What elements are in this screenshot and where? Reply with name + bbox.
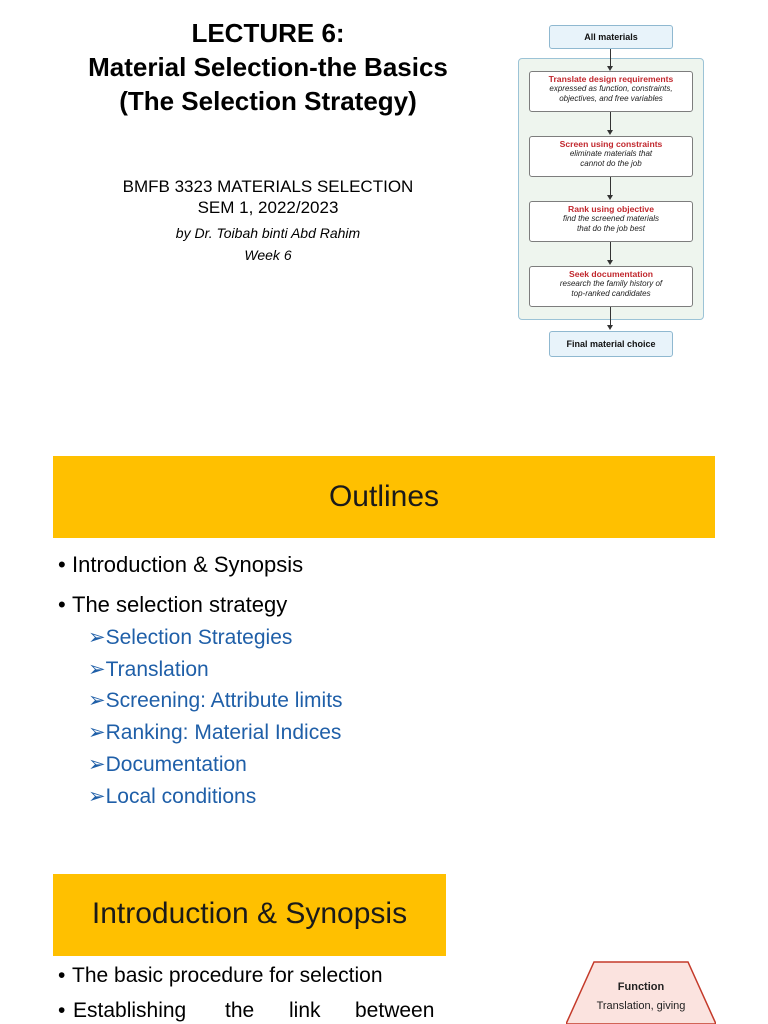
intro-banner [53, 874, 446, 956]
outline-sub-item [88, 657, 209, 683]
flow-arrow-head [607, 260, 613, 265]
flow-arrow [610, 307, 611, 325]
intro-bullet [58, 963, 383, 989]
flow-step-rank [529, 201, 693, 242]
flow-step-screen [529, 136, 693, 177]
step-title: Screen using constraints [559, 139, 663, 149]
intro-heading: Introduction & Synopsis [91, 897, 408, 930]
flow-end-label: Final material choice [566, 339, 656, 349]
function-shape [566, 962, 716, 1024]
lecture-label: LECTURE 6: [191, 18, 345, 48]
step-title: Translate design requirements [548, 74, 674, 84]
sub-item-text: Screening: Attribute limits [105, 689, 343, 712]
sub-item-text: Ranking: Material Indices [105, 721, 342, 744]
flow-arrow [610, 177, 611, 195]
outline-sub-item [88, 688, 343, 714]
step-desc: find the screened materials [562, 214, 660, 223]
sub-item-text: Translation [105, 658, 209, 681]
function-text: Translation, giving [596, 1000, 686, 1012]
justified-word: between [355, 999, 435, 1022]
arrow-bullet-icon: ➢ [88, 721, 106, 744]
bullet-dot: • [58, 999, 66, 1022]
arrow-bullet-icon: ➢ [88, 658, 106, 681]
bullet-dot: • [58, 964, 66, 987]
step-desc: expressed as function, constraints, [549, 84, 673, 93]
arrow-bullet-icon: ➢ [88, 753, 106, 776]
bullet-dot: • [58, 592, 66, 617]
outline-bullet [58, 591, 287, 619]
semester: SEM 1, 2022/2023 [197, 198, 339, 217]
flow-end-box [549, 331, 673, 357]
outline-sub-item [88, 752, 247, 778]
intro-bullet [58, 998, 448, 1024]
flow-arrow [610, 112, 611, 130]
step-desc: objectives, and free variables [559, 94, 663, 103]
step-title: Rank using objective [568, 204, 654, 214]
lecture-title: Material Selection-the Basics [88, 52, 448, 82]
outline-sub-item [88, 720, 341, 746]
flow-step-document [529, 266, 693, 307]
arrow-bullet-icon: ➢ [88, 626, 106, 649]
justified-word: the [225, 999, 255, 1022]
sub-item-text: Documentation [105, 753, 247, 776]
week-label: Week 6 [244, 247, 292, 263]
flow-arrow-head [607, 195, 613, 200]
outlines-banner [53, 456, 715, 538]
sub-item-text: Local conditions [105, 785, 257, 808]
step-desc: top-ranked candidates [571, 289, 651, 298]
outline-sub-item [88, 784, 256, 810]
step-desc: research the family history of [559, 279, 663, 288]
justified-word: Establishing [73, 999, 187, 1022]
step-title: Seek documentation [568, 269, 654, 279]
arrow-bullet-icon: ➢ [88, 785, 106, 808]
flow-arrow [610, 49, 611, 66]
flow-arrow-head [607, 325, 613, 330]
step-desc: cannot do the job [580, 159, 642, 168]
step-desc: that do the job best [576, 224, 646, 233]
intro-bullet-text: The basic procedure for selection [72, 964, 383, 987]
sub-item-text: Selection Strategies [105, 626, 293, 649]
flow-arrow [610, 242, 611, 260]
function-title: Function [617, 981, 665, 993]
lecture-subtitle: (The Selection Strategy) [119, 86, 417, 116]
outline-bullet-text: Introduction & Synopsis [72, 552, 304, 577]
author: by Dr. Toibah binti Abd Rahim [175, 225, 361, 241]
justified-word: link [289, 999, 321, 1022]
course-code: BMFB 3323 MATERIALS SELECTION [122, 177, 414, 196]
bullet-dot: • [58, 552, 66, 577]
outlines-heading: Outlines [328, 480, 440, 513]
flow-start-label: All materials [584, 32, 638, 42]
outline-bullet [58, 551, 303, 579]
step-desc: eliminate materials that [569, 149, 653, 158]
flow-step-translate [529, 71, 693, 112]
outline-bullet-text: The selection strategy [72, 592, 288, 617]
flow-arrow-head [607, 130, 613, 135]
outline-sub-item [88, 625, 292, 651]
arrow-bullet-icon: ➢ [88, 689, 106, 712]
flow-start-box [549, 25, 673, 49]
